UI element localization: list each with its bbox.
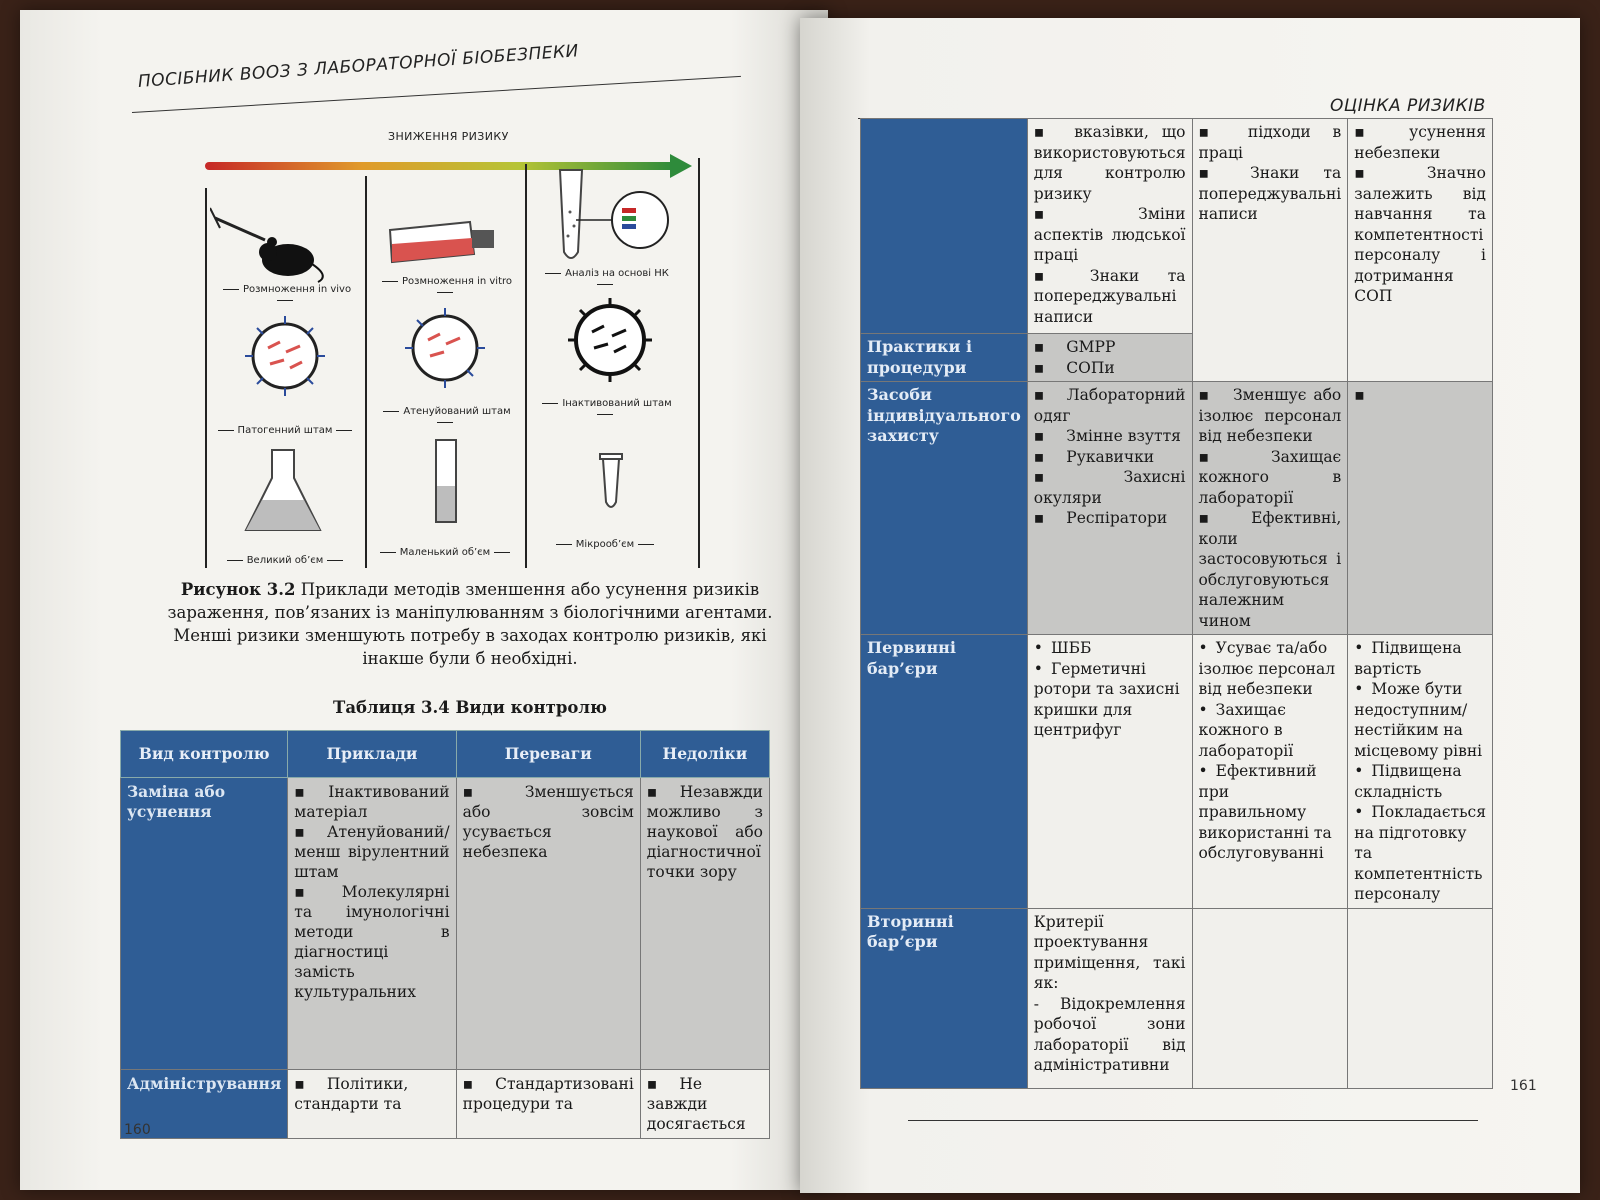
column-header: Недоліки <box>640 731 769 778</box>
figure-caption: Розмноження in vitro <box>370 276 520 298</box>
list-item: ▪ Знаки та попереджувальні написи <box>1199 163 1342 225</box>
row-header: Адміністрування <box>121 1070 288 1139</box>
list-item: ▪ Інактивований матеріал <box>294 782 449 822</box>
list-item <box>1354 385 1486 406</box>
examples-cell <box>1027 334 1192 382</box>
figure-caption: Розмноження in vivo <box>210 284 360 306</box>
figure-cell-pathogenic <box>210 308 360 438</box>
culture-flask-icon <box>370 170 520 280</box>
list-item: ▪ Значно залежить від навчання та компетентності персоналу і дотримання СОП <box>1354 163 1486 307</box>
cell-intro: Критерії проектування приміщення, такі як: <box>1033 912 1186 992</box>
figure-cell-in-vivo <box>210 178 360 308</box>
risk-arrow-label: ЗНИЖЕННЯ РИЗИКУ <box>388 130 509 143</box>
list-item: ▪ вказівки, що використовуються для контролю ризику <box>1034 122 1186 204</box>
disadvantages-cell <box>1348 382 1493 635</box>
list-item: • Ефективний при правильному використанні та обслуговуванні <box>1199 761 1342 864</box>
column-header: Приклади <box>288 731 456 778</box>
advantages-cell <box>1192 382 1348 635</box>
column-header: Переваги <box>456 731 640 778</box>
list-item: • ШББ <box>1034 638 1186 659</box>
figure-description: Приклади методів зменшення або усунення ризиків зараження, пов’язаних із маніпулюванням з біологічними агентами. Менші ризики зменшують потребу в заходах контролю ризиків, які інакше були б необхідні. <box>167 580 773 668</box>
list-item: ▪ Зменшується або зовсім усувається небезпека <box>463 782 634 862</box>
footer-rule <box>908 1120 1478 1121</box>
grid-line <box>525 164 527 568</box>
erlenmeyer-flask-icon <box>210 438 360 548</box>
list-item: ▪ Лабораторний одяг <box>1034 385 1186 426</box>
list-item: ▪ Зменшує або ізолює персонал від небезпеки <box>1199 385 1342 447</box>
row-header <box>861 119 1028 334</box>
small-tube-icon <box>370 430 520 540</box>
figure-cell-micro-volume <box>530 422 680 552</box>
mouse-syringe-icon <box>210 178 360 288</box>
row-header: Заміна або усунення <box>121 778 288 1070</box>
figure-caption-text <box>150 578 790 670</box>
figure-cell-in-vitro <box>370 170 520 300</box>
figure-caption: Мікрооб’єм <box>530 539 680 550</box>
list-item: ▪ GMPP <box>1034 337 1186 358</box>
row-header: Практики і процедури <box>861 334 1028 382</box>
list-item: ▪ усунення небезпеки <box>1354 122 1486 163</box>
list-item: ▪ Стандартизовані процедури та <box>463 1074 634 1114</box>
list-item: ▪ Захисні окуляри <box>1034 467 1186 508</box>
examples-cell <box>288 778 456 1070</box>
advantages-cell <box>1192 908 1348 1088</box>
virus-icon <box>210 308 360 418</box>
examples-cell <box>1027 908 1192 1088</box>
list-item: • Захищає кожного в лабораторії <box>1199 700 1342 762</box>
disadvantages-cell <box>1348 119 1493 382</box>
list-item-text: Відокремлення робочої зони лабораторії від адміністративни <box>1033 994 1186 1074</box>
figure-cell-small-volume <box>370 430 520 560</box>
row-header: Вторинні бар’єри <box>861 908 1028 1088</box>
figure-cell-large-volume <box>210 438 360 568</box>
table-row <box>861 908 1493 1088</box>
figure-caption: Атенуйований штам <box>370 406 520 428</box>
column-header: Вид контролю <box>121 731 288 778</box>
list-item: ▪ Захищає кожного в лабораторії <box>1199 447 1342 509</box>
list-item: ▪ Політики, стандарти та <box>294 1074 449 1114</box>
figure-label: Рисунок 3.2 <box>180 580 296 599</box>
examples-cell <box>1027 382 1192 635</box>
grid-line <box>698 158 700 568</box>
list-item: • Підвищена складність <box>1354 761 1486 802</box>
list-item: ▪ Зміни аспектів людської праці <box>1034 204 1186 266</box>
list-item: • Усуває та/або ізолює персонал від небезпеки <box>1199 638 1342 700</box>
figure-caption: Маленький об’єм <box>370 547 520 558</box>
running-head-left: ПОСІБНИК ВООЗ З ЛАБОРАТОРНОЇ БІОБЕЗПЕКИ <box>137 41 580 92</box>
list-item: ▪ Рукавички <box>1034 447 1186 468</box>
figure-cell-na-analysis <box>530 162 680 292</box>
list-item: ▪ СОПи <box>1034 358 1186 379</box>
examples-cell <box>1027 119 1192 334</box>
table-row <box>121 778 770 1070</box>
list-item: • Герметичні ротори та захисні кришки для центрифуг <box>1034 659 1186 741</box>
test-tube-icon <box>530 162 690 272</box>
table-row <box>121 1070 770 1139</box>
figure-caption: Інактивований штам <box>530 398 680 420</box>
page-number-right: 161 <box>1510 1078 1537 1094</box>
figure-cell-attenuated <box>370 300 520 430</box>
list-item: ▪ Атенуйований/ менш вірулентний штам <box>294 822 449 882</box>
right-page <box>800 18 1580 1193</box>
advantages-cell <box>1192 119 1348 382</box>
virus-icon <box>370 300 520 410</box>
grid-line <box>365 176 367 568</box>
figure-caption: Патогенний штам <box>210 425 360 436</box>
table-header-row <box>121 731 770 778</box>
list-item: • Може бути недоступним/нестійким на місцевому рівні <box>1354 679 1486 761</box>
row-header: Засоби індивідуального захисту <box>861 382 1028 635</box>
table-row <box>861 382 1493 635</box>
examples-cell <box>1027 635 1192 909</box>
list-item: - Відокремлення робочої зони лабораторії від адміністративни <box>1033 994 1186 1074</box>
examples-cell <box>288 1070 456 1139</box>
list-item: ▪ Молекулярні та імунологічні методи в діагностиці замість культуральних <box>294 882 449 1002</box>
list-item: • Підвищена вартість <box>1354 638 1486 679</box>
disadvantages-cell <box>1348 635 1493 909</box>
left-page <box>20 10 828 1190</box>
list-item: ▪ Респіратори <box>1034 508 1186 529</box>
figure-caption: Великий об’єм <box>210 555 360 566</box>
disadvantages-cell <box>1348 908 1493 1088</box>
virus-inactivated-icon <box>530 292 690 402</box>
table-title: Таблиця 3.4 Види контролю <box>333 698 607 717</box>
figure-cell-inactivated <box>530 292 680 422</box>
grid-line <box>205 188 207 568</box>
disadvantages-cell <box>640 778 769 1070</box>
list-item: ▪ Не завжди досягається <box>647 1074 763 1134</box>
controls-table <box>120 730 770 1139</box>
page-number-left: 160 <box>124 1122 151 1138</box>
list-item: ▪ Змінне взуття <box>1034 426 1186 447</box>
running-head-right: ОЦІНКА РИЗИКІВ <box>1330 96 1486 116</box>
list-item: ▪ Незавжди можливо з наукової або діагностичної точки зору <box>647 782 763 882</box>
disadvantages-cell <box>640 1070 769 1139</box>
list-item: ▪ Ефективні, коли застосовуються і обслуговуються належним чином <box>1199 508 1342 631</box>
controls-table-continued <box>860 118 1493 1089</box>
advantages-cell <box>1192 635 1348 909</box>
table-row <box>861 635 1493 909</box>
list-item: ▪ Знаки та попереджувальні написи <box>1034 266 1186 328</box>
figure-3-2 <box>200 118 720 580</box>
advantages-cell <box>456 1070 640 1139</box>
list-item: ▪ підходи в праці <box>1199 122 1342 163</box>
microtube-icon <box>530 422 690 532</box>
advantages-cell <box>456 778 640 1070</box>
list-item: • Покладається на підготовку та компетентність персоналу <box>1354 802 1486 905</box>
table-row <box>861 119 1493 334</box>
row-header: Первинні бар’єри <box>861 635 1028 909</box>
figure-caption: Аналіз на основі НК <box>530 268 680 290</box>
